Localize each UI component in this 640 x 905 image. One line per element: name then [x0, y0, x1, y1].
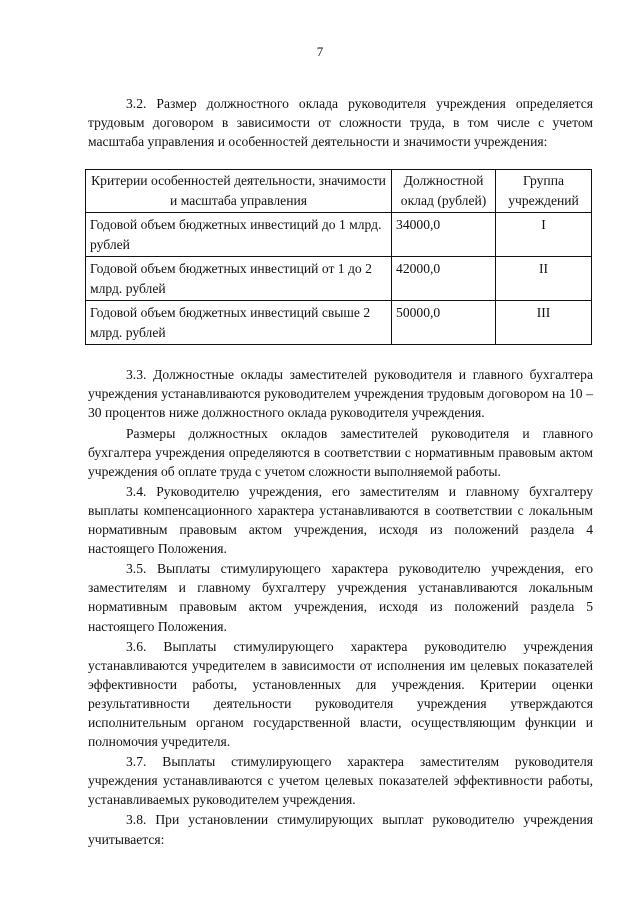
cell-salary: 42000,0 — [392, 257, 496, 301]
paragraph-3-4: 3.4. Руководителю учреждения, его заместителям и главному бухгалтеру выплаты компенсационного характера устанавливаются в соответствии с локальным нормативным правовым актом учреждения, исходя из положений раздела 4 настоящего Положения. — [88, 483, 593, 557]
cell-group: II — [496, 257, 592, 301]
table-row — [86, 301, 592, 345]
cell-salary: 34000,0 — [392, 213, 496, 257]
cell-criteria: Годовой объем бюджетных инвестиций свыше 2 млрд. рублей — [86, 301, 392, 345]
cell-group: I — [496, 213, 592, 257]
table-row — [86, 257, 592, 301]
cell-group: III — [496, 301, 592, 345]
salary-criteria-table — [85, 169, 592, 345]
document-body — [88, 94, 593, 849]
header-criteria: Критерии особенностей деятельности, значимости и масштаба управления — [86, 170, 392, 213]
cell-salary: 50000,0 — [392, 301, 496, 345]
header-group: Группа учреждений — [496, 170, 592, 213]
paragraph-3-7: 3.7. Выплаты стимулирующего характера заместителям руководителя учреждения устанавливаются с учетом целевых показателей эффективности работы, устанавливаемых руководителем учреждения. — [88, 754, 593, 808]
page-number: 7 — [316, 44, 324, 59]
paragraph-3-3: 3.3. Должностные оклады заместителей руководителя и главного бухгалтера учреждения устанавливаются руководителем учреждения трудовым договором на 10 – 30 процентов ниже должностного оклада руководителя учреждения. — [88, 367, 593, 421]
paragraph-3-2: 3.2. Размер должностного оклада руководителя учреждения определяется трудовым договором в зависимости от сложности труда, в том числе с учетом масштаба управления и особенностей деятельности и значимости учреждения: — [88, 96, 593, 150]
paragraph-3-6: 3.6. Выплаты стимулирующего характера руководителю учреждения устанавливаются учредителем в зависимости от исполнения им целевых показателей эффективности работы, установленных для учреждения. Критерии оценки результативности деятельности руководителя учреждения утверждаются исполнительным органом государственной власти, осуществляющим функции и полномочия учредителя. — [88, 638, 593, 750]
cell-criteria: Годовой объем бюджетных инвестиций до 1 млрд. рублей — [86, 213, 392, 257]
paragraph-3-3-continued: Размеры должностных окладов заместителей руководителя и главного бухгалтера учреждения определяются в соответствии с нормативным правовым актом учреждения об оплате труда с учетом сложности выполняемой работы. — [88, 425, 593, 479]
table-row — [86, 213, 592, 257]
table-header-row — [86, 170, 592, 213]
paragraph-3-5: 3.5. Выплаты стимулирующего характера руководителю учреждения, его заместителям и главному бухгалтеру учреждения устанавливаются локальным нормативным правовым актом учреждения, исходя из положений раздела 5 настоящего Положения. — [88, 561, 593, 634]
paragraph-3-8: 3.8. При установлении стимулирующих выплат руководителю учреждения учитывается: — [88, 812, 593, 847]
cell-criteria: Годовой объем бюджетных инвестиций от 1 до 2 млрд. рублей — [86, 257, 392, 301]
header-salary: Должностной оклад (рублей) — [392, 170, 496, 213]
